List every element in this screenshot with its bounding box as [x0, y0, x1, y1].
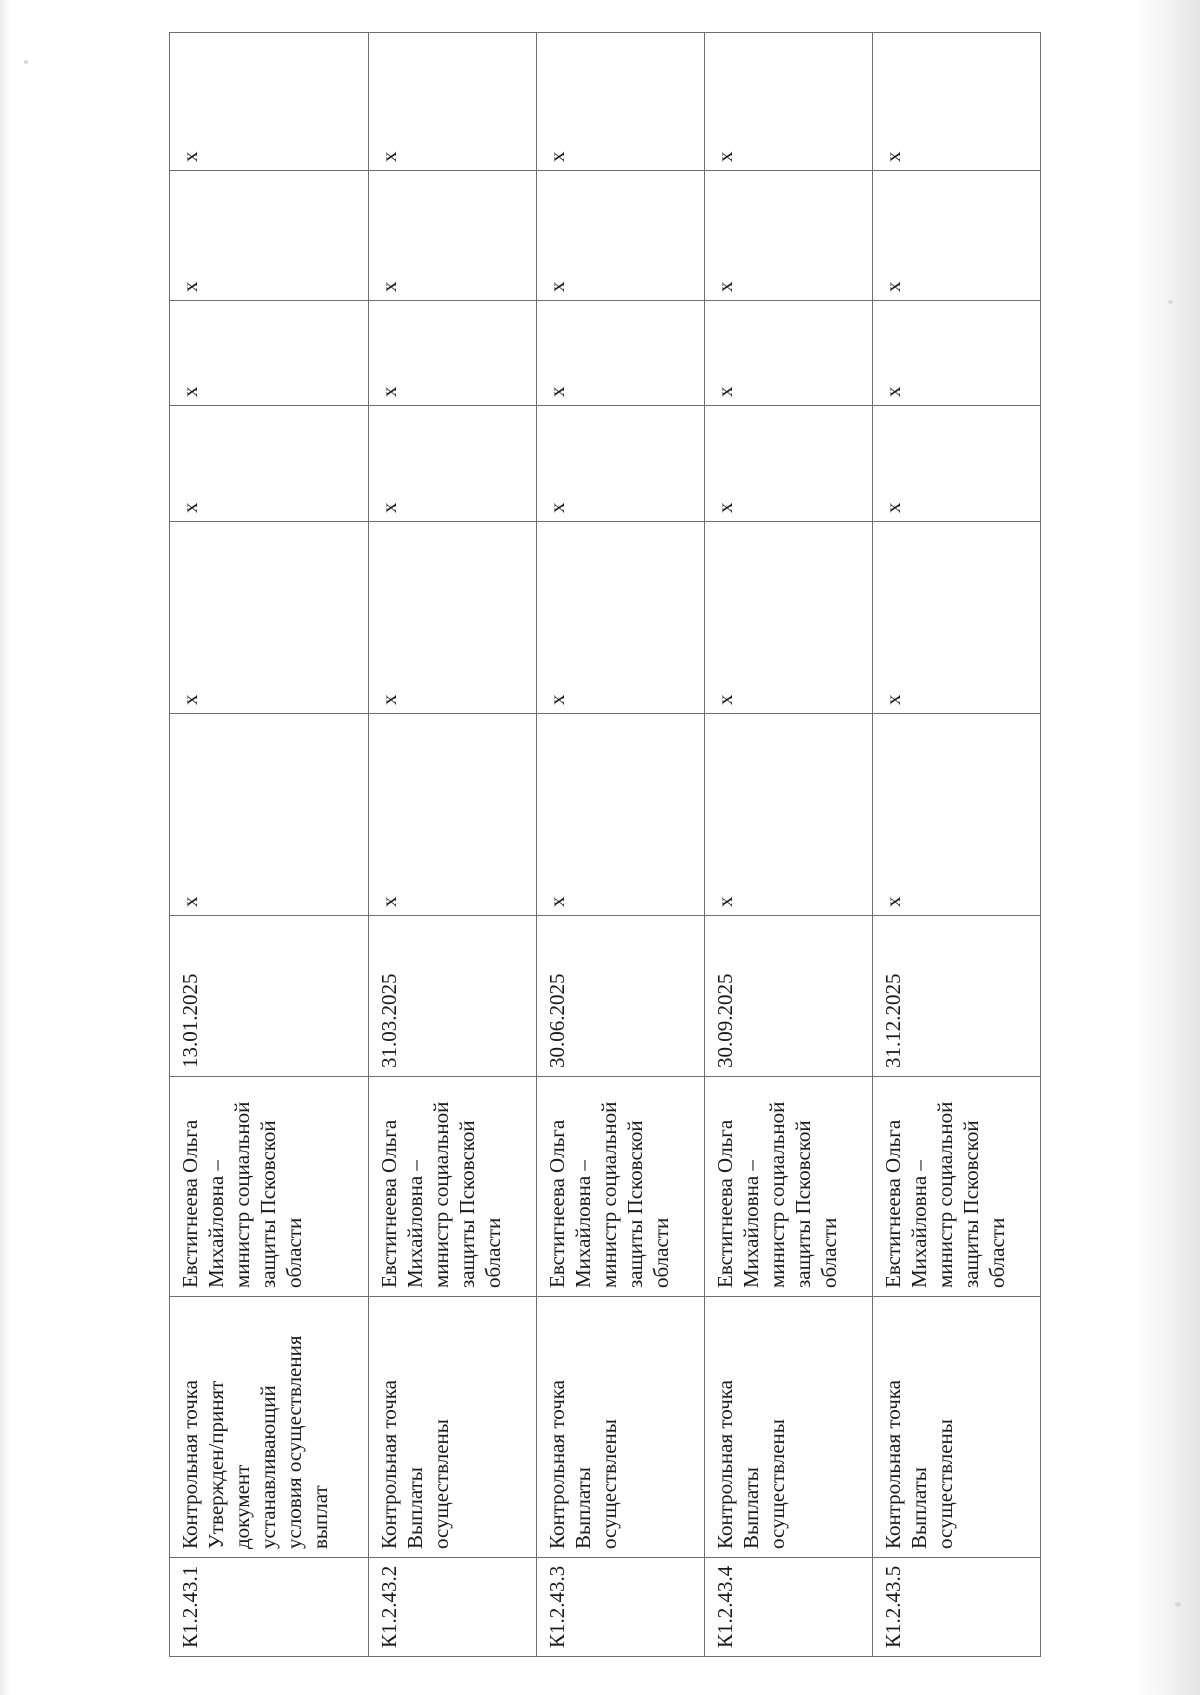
cell-responsible — [704, 1077, 872, 1297]
cell-mark: х — [170, 714, 369, 916]
cell-code: К1.2.43.2 — [368, 1558, 536, 1657]
responsible-line: Евстигнеева Ольга — [880, 1119, 905, 1288]
cell-mark: х — [704, 522, 872, 714]
cell-mark: х — [872, 33, 1040, 171]
cell-responsible — [536, 1077, 704, 1297]
checkpoint-line: осуществлены — [596, 1419, 621, 1549]
scan-speck — [1175, 1602, 1181, 1607]
cell-mark: х — [704, 714, 872, 916]
checkpoint-line: осуществлены — [932, 1419, 957, 1549]
cell-mark: х — [368, 33, 536, 171]
table-row — [872, 33, 1040, 1657]
cell-mark: х — [704, 406, 872, 522]
scan-speck — [24, 60, 28, 64]
responsible-line: Михайловна – — [570, 1160, 595, 1288]
scan-right-edge — [1134, 0, 1200, 1695]
responsible-line: области — [984, 1217, 1009, 1288]
cell-checkpoint — [170, 1297, 369, 1558]
checkpoint-line: осуществлены — [764, 1419, 789, 1549]
cell-date: 13.01.2025 — [170, 916, 369, 1077]
cell-checkpoint — [704, 1297, 872, 1558]
cell-mark: х — [536, 33, 704, 171]
cell-mark: х — [368, 522, 536, 714]
responsible-line: министр социальной — [596, 1101, 621, 1288]
cell-mark: х — [170, 301, 369, 406]
cell-code: К1.2.43.1 — [170, 1558, 369, 1657]
responsible-line: Михайловна – — [204, 1160, 228, 1288]
responsible-line: министр социальной — [932, 1101, 957, 1288]
responsible-line: Евстигнеева Ольга — [712, 1119, 737, 1288]
cell-checkpoint — [536, 1297, 704, 1558]
responsible-line: Евстигнеева Ольга — [544, 1119, 569, 1288]
checkpoint-line: условия осуществления — [282, 1335, 306, 1549]
checkpoint-line: Контрольная точка — [712, 1379, 737, 1549]
cell-date: 31.12.2025 — [872, 916, 1040, 1077]
responsible-line: области — [282, 1217, 306, 1288]
cell-date: 30.09.2025 — [704, 916, 872, 1077]
cell-mark: х — [704, 33, 872, 171]
cell-code: К1.2.43.5 — [872, 1558, 1040, 1657]
responsible-line: области — [480, 1217, 505, 1288]
responsible-line: области — [816, 1217, 841, 1288]
rotated-sheet — [169, 33, 1041, 1657]
table-row — [368, 33, 536, 1657]
table-row — [170, 33, 369, 1657]
table-row — [536, 33, 704, 1657]
cell-responsible — [368, 1077, 536, 1297]
responsible-line: министр социальной — [428, 1101, 453, 1288]
responsible-line: защиты Псковской — [256, 1120, 280, 1288]
responsible-line: защиты Псковской — [622, 1120, 647, 1288]
cell-responsible — [872, 1077, 1040, 1297]
responsible-line: Евстигнеева Ольга — [376, 1119, 401, 1288]
checkpoint-line: Контрольная точка — [880, 1379, 905, 1549]
responsible-line: Евстигнеева Ольга — [178, 1119, 202, 1288]
cell-mark: х — [536, 522, 704, 714]
checkpoint-line: Утвержден/принят — [204, 1380, 228, 1549]
cell-mark: х — [872, 714, 1040, 916]
cell-mark: х — [170, 33, 369, 171]
responsible-line: защиты Псковской — [454, 1120, 479, 1288]
cell-responsible — [170, 1077, 369, 1297]
cell-checkpoint — [368, 1297, 536, 1558]
scan-speck — [1168, 300, 1173, 304]
checkpoint-line: Выплаты — [906, 1467, 931, 1549]
scan-left-edge — [0, 0, 10, 1695]
cell-mark: х — [872, 171, 1040, 301]
cell-mark: х — [170, 522, 369, 714]
checkpoint-line: выплат — [308, 1485, 332, 1549]
checkpoint-line: документ — [230, 1464, 254, 1549]
checkpoint-line: Контрольная точка — [178, 1379, 202, 1549]
cell-mark: х — [170, 171, 369, 301]
checkpoint-line: Контрольная точка — [544, 1379, 569, 1549]
responsible-line: министр социальной — [230, 1101, 254, 1288]
cell-mark: х — [368, 301, 536, 406]
cell-mark: х — [872, 522, 1040, 714]
checkpoint-line: устанавливающий — [256, 1385, 280, 1549]
responsible-line: Михайловна – — [906, 1160, 931, 1288]
cell-checkpoint — [872, 1297, 1040, 1558]
table-body — [170, 33, 1041, 1657]
checkpoint-line: Выплаты — [570, 1467, 595, 1549]
cell-mark: х — [872, 301, 1040, 406]
cell-mark: х — [368, 714, 536, 916]
cell-mark: х — [368, 171, 536, 301]
responsible-line: Михайловна – — [402, 1160, 427, 1288]
cell-mark: х — [170, 406, 369, 522]
cell-mark: х — [368, 406, 536, 522]
cell-mark: х — [872, 406, 1040, 522]
table-row — [704, 33, 872, 1657]
responsible-line: министр социальной — [764, 1101, 789, 1288]
responsible-line: защиты Псковской — [790, 1120, 815, 1288]
responsible-line: защиты Псковской — [958, 1120, 983, 1288]
checkpoint-line: Выплаты — [738, 1467, 763, 1549]
cell-date: 30.06.2025 — [536, 916, 704, 1077]
checkpoint-line: осуществлены — [428, 1419, 453, 1549]
responsible-line: области — [648, 1217, 673, 1288]
checkpoint-table — [169, 32, 1041, 1657]
checkpoint-line: Выплаты — [402, 1467, 427, 1549]
cell-date: 31.03.2025 — [368, 916, 536, 1077]
responsible-line: Михайловна – — [738, 1160, 763, 1288]
cell-mark: х — [536, 406, 704, 522]
checkpoint-line: Контрольная точка — [376, 1379, 401, 1549]
cell-mark: х — [536, 714, 704, 916]
cell-code: К1.2.43.4 — [704, 1558, 872, 1657]
cell-mark: х — [704, 171, 872, 301]
cell-mark: х — [536, 171, 704, 301]
cell-mark: х — [704, 301, 872, 406]
cell-code: К1.2.43.3 — [536, 1558, 704, 1657]
cell-mark: х — [536, 301, 704, 406]
